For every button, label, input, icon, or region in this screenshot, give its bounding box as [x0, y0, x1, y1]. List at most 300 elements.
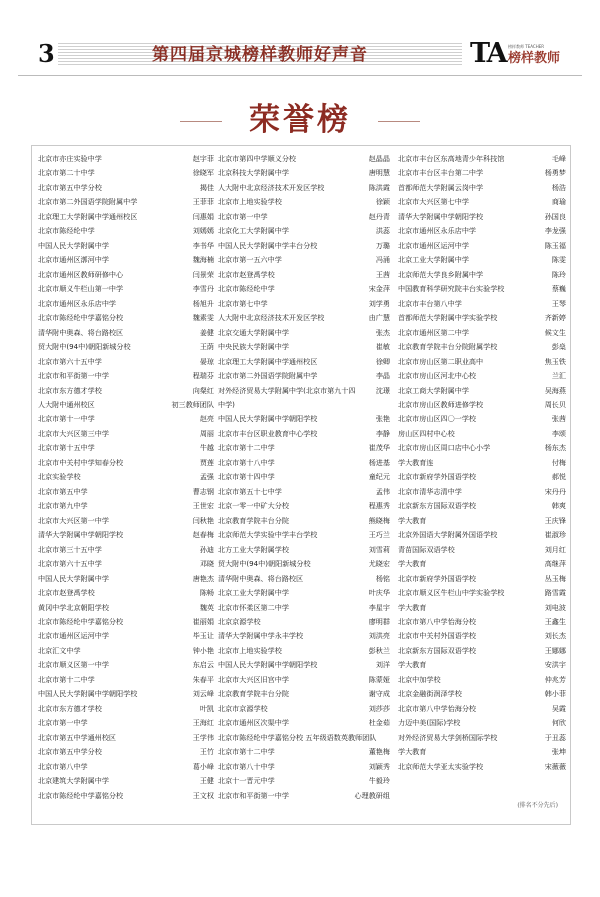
honoree-name: 闫景荣: [192, 269, 214, 279]
list-item: [38, 384, 214, 398]
list-item: [398, 702, 566, 716]
list-item: [38, 586, 214, 600]
school-name: 北京市东方德才学校: [38, 385, 102, 395]
honoree-name: 陈雯: [551, 255, 566, 265]
school-name: 北京市第五中学分校: [38, 747, 102, 757]
school-name: 北京市第十二中学: [38, 674, 95, 684]
honoree-name: 刘雪莉: [368, 544, 390, 554]
list-item: [398, 152, 566, 166]
list-item: [38, 427, 214, 441]
school-name: 北京市丰台区东高地青少年科技馆: [398, 154, 505, 163]
school-name: 北京实验学校: [38, 472, 81, 482]
school-name: 北京市第九中学: [38, 501, 88, 511]
list-item: [398, 615, 566, 629]
list-item: [38, 470, 214, 484]
honoree-name: 王菲菲: [192, 197, 214, 207]
list-item: [38, 774, 214, 788]
honor-column-1: [38, 152, 214, 803]
school-name: 北京市顺义牛栏山第一中学: [38, 284, 124, 294]
honoree-name: 杜金茹: [368, 718, 390, 728]
school-name: 北京市第五十七中学: [218, 486, 282, 496]
list-item: [398, 239, 566, 253]
school-name: 北京市第一中学: [218, 211, 268, 221]
logo-ta: TA: [470, 38, 506, 69]
honoree-name: 廖明群: [368, 617, 390, 626]
list-item: [218, 514, 390, 528]
honoree-name: 张茜: [551, 414, 566, 424]
honoree-name: 韩爽: [551, 501, 566, 511]
school-name: 对外经济贸易大学剑桥国际学校: [398, 732, 498, 742]
school-name: 北京市通州区运河中学: [398, 240, 469, 250]
school-name: 学大教育: [398, 660, 427, 670]
honoree-name: 洪蕊: [375, 226, 390, 236]
list-item: [218, 253, 390, 267]
school-name: 北京市和平街第一中学: [218, 790, 289, 800]
school-name: 北京汇文中学: [38, 645, 81, 655]
school-name: 北京理工大学附属中学通州校区: [218, 356, 318, 366]
list-item: [218, 239, 390, 253]
list-item: [398, 384, 566, 398]
school-name: 北京外国语大学附属外国语学校: [398, 530, 498, 540]
list-item: [218, 702, 390, 716]
honoree-name: 王健: [199, 776, 214, 786]
honoree-name: 姜健: [199, 327, 214, 337]
list-item: [218, 745, 390, 759]
honoree-name: 王文权: [192, 790, 214, 800]
school-name: 北京市通州区永乐店中学: [38, 298, 117, 308]
school-name: 北京市东方德才学校: [38, 703, 102, 713]
honoree-name: 向粲红: [192, 385, 214, 395]
magazine-logo: [470, 38, 580, 71]
school-name: 北京市大兴区旧宫中学: [218, 674, 289, 684]
list-item: [218, 152, 390, 166]
list-item: [398, 224, 566, 238]
honoree-name: 路雪霞: [544, 588, 566, 598]
list-item: [38, 485, 214, 499]
list-item: [398, 528, 566, 542]
list-item: [218, 499, 390, 513]
honoree-name: 崔丽娟: [192, 617, 214, 626]
school-name: 中央民族大学附属中学: [218, 342, 289, 352]
school-name: 北京市第五中学: [38, 486, 88, 496]
list-item: [218, 731, 390, 745]
honoree-name: 李星宇: [368, 602, 390, 612]
honoree-name: 张艳: [375, 414, 390, 424]
school-name: 北京新东方国际双语学校: [398, 501, 477, 511]
page-header: [0, 0, 600, 80]
school-name: 北京市第二十中学: [38, 168, 95, 178]
school-name: 北京工商大学附属中学: [398, 385, 469, 395]
school-name: 北京市第二外国语学院附属中学: [38, 197, 138, 207]
list-item: [218, 601, 390, 615]
school-name: 首都师范大学附属中学实验学校: [398, 313, 498, 323]
honoree-name: 周长贝: [544, 399, 566, 409]
school-name: 北京市第六十五中学: [38, 356, 102, 366]
school-name: 北京市大兴区第一中学: [38, 515, 109, 525]
school-name: 北京市第十二中学: [218, 747, 275, 757]
list-item: [38, 239, 214, 253]
school-name: 北京市第八中学怡海分校: [398, 703, 477, 713]
honoree-name: 安洪宇: [544, 660, 566, 670]
honoree-name: 陈玉福: [544, 240, 566, 250]
honoree-name: 刘洋: [375, 660, 390, 670]
honoree-name: 孟强: [199, 472, 214, 482]
school-name: 北京市上地实验学校: [218, 197, 282, 207]
school-name: 北京化工大学附属中学: [218, 226, 289, 236]
school-name: 北京市第十四中学: [218, 472, 275, 482]
school-name: 北京工业大学附属中学: [218, 588, 289, 598]
honoree-name: 童纪元: [368, 472, 390, 482]
list-item: [38, 166, 214, 180]
honoree-name: 魏英: [199, 602, 214, 612]
list-item: [218, 716, 390, 730]
school-name: 北京教育学院丰台分院: [218, 689, 289, 699]
list-item: [398, 427, 566, 441]
honoree-name: 董艳梅: [368, 747, 390, 757]
honoree-name: 陈玲: [551, 269, 566, 279]
list-item: [218, 384, 390, 398]
list-item: [398, 644, 566, 658]
school-name: 清华附中奥森、将台路校区: [218, 573, 304, 583]
honoree-name: 曹志钢: [192, 486, 214, 496]
honoree-name: 由广慧: [368, 313, 390, 323]
header-divider: [18, 75, 582, 76]
honoree-name: 杨东杰: [544, 443, 566, 453]
honoree-name: 张坤: [551, 747, 566, 757]
list-item: [38, 658, 214, 672]
school-name: 北京师范大学亚太实验学校: [398, 761, 484, 771]
list-item: [218, 441, 390, 455]
school-name: 北京市第八中学怡海分校: [398, 617, 477, 626]
list-item: [398, 456, 566, 470]
list-item: [38, 528, 214, 542]
list-item: [218, 181, 390, 195]
list-item: [398, 499, 566, 513]
list-item: [218, 224, 390, 238]
school-name: 北京市中关村外国语学校: [398, 631, 477, 641]
school-name: 北京市清华志清中学: [398, 486, 462, 496]
list-item: [218, 412, 390, 426]
honoree-name: 毕玉让: [192, 631, 214, 641]
school-name: 北京教育学院丰台分院: [218, 515, 289, 525]
page-title: 荣誉榜: [249, 102, 351, 138]
list-item: [38, 311, 214, 325]
list-item: [38, 253, 214, 267]
honoree-name: 李龙强: [544, 226, 566, 236]
list-item: [218, 326, 390, 340]
school-name: 北京中加学校: [398, 674, 441, 684]
honoree-name: 孟伟: [375, 486, 390, 496]
school-name: 北京市第四中学顺义分校: [218, 154, 297, 163]
honoree-name: 徐晓军: [192, 168, 214, 178]
honoree-name: 初三教师团队: [171, 399, 214, 409]
honoree-name: 刘月红: [544, 544, 566, 554]
honoree-name: 杨进基: [368, 457, 390, 467]
title-rule-right: [378, 121, 420, 122]
school-name: 北京市第七中学: [218, 298, 268, 308]
honoree-name: 王娜娜: [544, 645, 566, 655]
school-name: 北京市第八十中学: [218, 761, 275, 771]
school-name: 北京市亦庄实验中学: [38, 154, 102, 163]
list-item: [398, 673, 566, 687]
page-number: 3: [38, 39, 55, 68]
honoree-name: 朱春平: [192, 674, 214, 684]
school-name: 北京市第一中学: [38, 718, 88, 728]
school-name: 北京市中关村中学知春分校: [38, 457, 124, 467]
list-item: [218, 760, 390, 774]
school-name: 人大附中通州校区: [38, 399, 95, 409]
honor-column-3: [398, 152, 566, 774]
list-item: [218, 572, 390, 586]
list-item: [398, 731, 566, 745]
school-name: 北京市通州区运河中学: [38, 631, 109, 641]
honoree-name: 冯涌: [375, 255, 390, 265]
list-item: [218, 774, 390, 788]
honoree-name: 候文生: [544, 327, 566, 337]
header-banner: [58, 43, 462, 67]
honoree-name: 叶庆华: [368, 588, 390, 598]
honoree-name: 吴海燕: [544, 385, 566, 395]
honoree-name: 万璐: [375, 240, 390, 250]
school-name: 北京市通州区漷河中学: [38, 255, 109, 265]
list-item: [218, 644, 390, 658]
honoree-name: 李书华: [192, 240, 214, 250]
list-item: [38, 572, 214, 586]
honoree-name: 揭佳: [199, 182, 214, 192]
honoree-name: 王巧兰: [368, 530, 390, 540]
list-item: [218, 557, 390, 571]
honoree-name: 熊晓梅: [368, 515, 390, 525]
list-item: [38, 456, 214, 470]
honoree-name: 唐明慧: [368, 168, 390, 178]
school-name: 北京市第十八中学: [218, 457, 275, 467]
school-name: 首都师范大学附属云岗中学: [398, 182, 484, 192]
list-item: [38, 499, 214, 513]
honoree-name: 高继萍: [544, 559, 566, 569]
list-item: [218, 195, 390, 209]
school-name: 北京市上地实验学校: [218, 645, 282, 655]
list-item: [398, 514, 566, 528]
school-name: 北京市第五中学通州校区: [38, 732, 117, 742]
honoree-name: 周丽: [199, 428, 214, 438]
school-name: 北方工业大学附属学校: [218, 544, 289, 554]
logo-small-text: 榜样教师 TEACHER: [508, 44, 545, 49]
school-name: 北京市通州区第二中学: [398, 327, 469, 337]
honoree-name: 丛玉梅: [544, 573, 566, 583]
school-name: 北京市和平街第一中学: [38, 371, 109, 381]
school-name: 北京理工大学附属中学通州校区: [38, 211, 138, 221]
school-name: 北京市第十二中学: [218, 443, 275, 453]
honoree-name: 宋金萍: [368, 284, 390, 294]
honoree-name: 钟小艳: [192, 645, 214, 655]
honoree-name: 吴霞: [551, 703, 566, 713]
list-item: [398, 195, 566, 209]
honoree-name: 王茜: [375, 269, 390, 279]
list-item: [38, 716, 214, 730]
list-item: [398, 369, 566, 383]
honoree-name: 刘学勇: [368, 298, 390, 308]
honoree-name: 齐新婷: [544, 313, 566, 323]
list-item: [218, 615, 390, 629]
ranking-note: (排名不分先后): [517, 802, 558, 809]
school-name: 北京市新府学外国语学校: [398, 472, 477, 482]
school-name: 青苗国际双语学校: [398, 544, 455, 554]
list-item: [398, 716, 566, 730]
honoree-name: 牛毅玲: [368, 776, 390, 786]
school-name: 北京市房山区河北中心校: [398, 371, 477, 381]
honoree-name: 沈璟: [375, 385, 390, 395]
school-name: 北京市赵登禹学校: [38, 588, 95, 598]
honoree-name: 王竹: [199, 747, 214, 757]
school-name: 北京市陈经纶中学: [38, 226, 95, 236]
school-name: 北京市丰台区职业教育中心学校: [218, 428, 318, 438]
honoree-name: 赵宇菲: [192, 154, 214, 163]
school-name: 北京新东方国际双语学校: [398, 645, 477, 655]
school-name: 中国人民大学附属中学: [38, 240, 109, 250]
list-item: [38, 326, 214, 340]
list-item: [218, 687, 390, 701]
list-item: [38, 210, 214, 224]
honoree-name: 张杰: [375, 327, 390, 337]
list-item: [218, 282, 390, 296]
list-item: [38, 441, 214, 455]
honoree-name: 刘长杰: [544, 631, 566, 641]
school-name: 清华大学附属中学朝阳学校: [398, 211, 484, 221]
school-name: 中国人民大学附属中学: [38, 573, 109, 583]
list-item: [38, 601, 214, 615]
school-name: 学大教育: [398, 515, 427, 525]
honoree-name: 杨铭: [375, 573, 390, 583]
honoree-name: 彭秋兰: [368, 645, 390, 655]
school-name: 中国人民大学附属中学朝阳学校: [218, 414, 318, 424]
honoree-name: 刘云峰: [192, 689, 214, 699]
honoree-name: 宋薇薇: [544, 761, 566, 771]
list-item: [38, 760, 214, 774]
list-item: [38, 514, 214, 528]
school-name: 北京市顺义区牛栏山中学实验学校: [398, 588, 505, 598]
list-item: [398, 297, 566, 311]
honoree-name: 徐卿: [375, 356, 390, 366]
list-item: [218, 658, 390, 672]
school-name: 北京市陈经纶中学嘉铭分校: [38, 617, 124, 626]
school-name: 北京市第二外国语学院附属中学: [218, 371, 318, 381]
list-item: [38, 543, 214, 557]
honoree-name: 焦玉铁: [544, 356, 566, 366]
honoree-name: 杨勇梦: [544, 168, 566, 178]
list-item: [38, 181, 214, 195]
honoree-name: 韩小菲: [544, 689, 566, 699]
list-item: [398, 572, 566, 586]
honoree-name: 叶凯: [199, 703, 214, 713]
honoree-name: 徐颖: [375, 197, 390, 207]
list-item: [38, 629, 214, 643]
school-name: 中学): [218, 399, 235, 409]
list-item: [38, 340, 214, 354]
school-name: 北京市顺义区第一中学: [38, 660, 109, 670]
school-name: 北京师范大学良乡附属中学: [398, 269, 484, 279]
honoree-name: 赵晶晶: [368, 154, 390, 163]
school-name: 北京市陈经纶中学: [218, 284, 275, 294]
honoree-name: 闫惠娟: [192, 211, 214, 221]
list-item: [38, 282, 214, 296]
school-name: 北京市通州区教师研修中心: [38, 269, 124, 279]
honoree-name: 何欣: [551, 718, 566, 728]
school-name: 贸大附中(94中)朝阳新城分校: [38, 342, 131, 352]
list-item: [398, 412, 566, 426]
school-name: 北京市大兴区第七中学: [398, 197, 469, 207]
list-item: [38, 355, 214, 369]
honoree-name: 谢守成: [368, 689, 390, 699]
school-name: 人大附中北京经济技术开发区学校: [218, 313, 325, 323]
honoree-name: 李雪丹: [192, 284, 214, 294]
list-item: [218, 268, 390, 282]
honoree-name: 孙迪: [199, 544, 214, 554]
honoree-name: 商瑜: [551, 197, 566, 207]
list-item: [398, 760, 566, 774]
school-name: 北京市丰台区丰台第二中学: [398, 168, 484, 178]
honoree-name: 宋丹丹: [544, 486, 566, 496]
school-name: 北京市赵登禹学校: [218, 269, 275, 279]
list-item: [218, 543, 390, 557]
honoree-name: 陈蒙娅: [368, 674, 390, 684]
list-item: [218, 586, 390, 600]
school-name: 北京市房山区第二职业高中: [398, 356, 484, 366]
honoree-name: 崔淑珍: [544, 530, 566, 540]
school-name: 黄冈中学北京朝阳学校: [38, 602, 109, 612]
list-item: [398, 253, 566, 267]
honoree-name: 陈畅: [199, 588, 214, 598]
honoree-name: 毛峰: [551, 154, 566, 163]
honoree-name: 杨旭升: [192, 298, 214, 308]
list-item: [38, 412, 214, 426]
school-name: 人大附中北京经济技术开发区学校: [218, 182, 325, 192]
list-item: [398, 543, 566, 557]
honoree-name: 王海红: [192, 718, 214, 728]
list-item: [218, 398, 390, 412]
school-name: 房山区四村中心校: [398, 428, 455, 438]
list-item: [398, 282, 566, 296]
list-item: [398, 268, 566, 282]
school-name: 清华附中奥森、将台路校区: [38, 327, 124, 337]
honoree-name: 付梅: [551, 457, 566, 467]
honor-column-2: [218, 152, 390, 803]
list-item: [218, 629, 390, 643]
school-name: 北京科技大学附属中学: [218, 168, 289, 178]
honoree-name: 王学伟: [192, 732, 214, 742]
school-name: 北京市京源学校: [218, 703, 268, 713]
list-item: [398, 340, 566, 354]
school-name: 北京市陈经纶中学嘉铭分校: [38, 790, 124, 800]
list-item: [38, 224, 214, 238]
honoree-name: 杨浩: [551, 182, 566, 192]
school-name: 北京一零一中矿大分校: [218, 501, 289, 511]
list-item: [38, 297, 214, 311]
honoree-name: 王琴: [551, 298, 566, 308]
school-name: 北京市怀柔区第二中学: [218, 602, 289, 612]
list-item: [398, 210, 566, 224]
honoree-name: 刘电波: [544, 602, 566, 612]
list-item: [218, 470, 390, 484]
honoree-name: 于丑蕊: [544, 732, 566, 742]
school-name: 北京十一晋元中学: [218, 776, 275, 786]
honoree-name: 刘莎莎: [368, 703, 390, 713]
school-name: 北京市房山区教师进修学校: [398, 399, 484, 409]
list-item: [38, 702, 214, 716]
honoree-name: 王荫: [199, 342, 214, 352]
honoree-name: 李静: [375, 428, 390, 438]
list-item: [218, 297, 390, 311]
list-item: [38, 369, 214, 383]
